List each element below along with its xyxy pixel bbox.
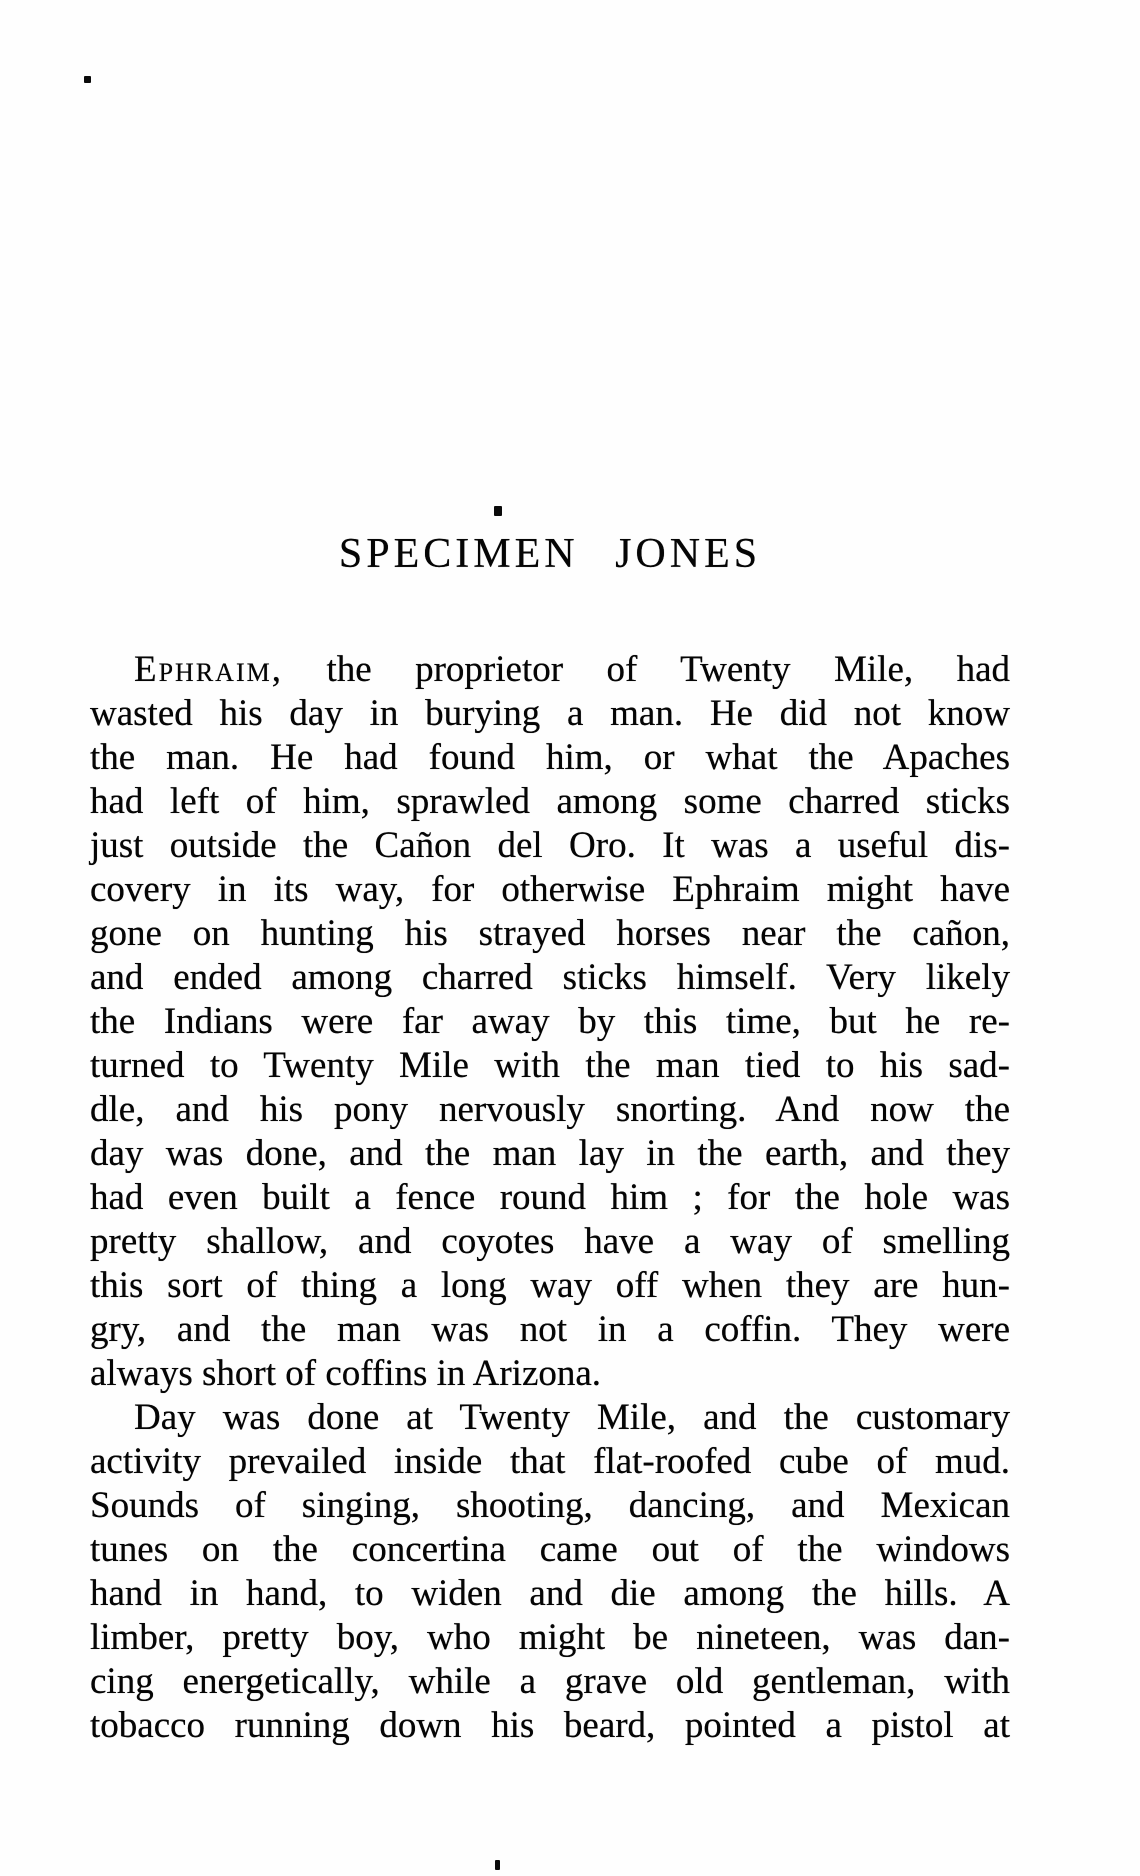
text-line: turned to Twenty Mile with the man tied to his sad- bbox=[90, 1045, 1010, 1086]
text-line: hand in hand, to widen and die among the hills. A bbox=[90, 1573, 1010, 1614]
text-line: always short of coffins in Arizona. bbox=[90, 1353, 602, 1394]
text-line: gone on hunting his strayed horses near the cañon, bbox=[90, 913, 1010, 954]
text-line: this sort of thing a long way off when they are hun- bbox=[90, 1265, 1010, 1306]
lead-small-caps-word: Ephraim, bbox=[134, 649, 283, 690]
text-line: pretty shallow, and coyotes have a way of smelling bbox=[90, 1221, 1010, 1262]
text-line: Day was done at Twenty Mile, and the customary bbox=[134, 1397, 1010, 1438]
text-line: the Indians were far away by this time, but he re- bbox=[90, 1001, 1010, 1042]
text-line: gry, and the man was not in a coffin. They were bbox=[90, 1309, 1010, 1350]
text-line: limber, pretty boy, who might be nineteen, was dan- bbox=[90, 1617, 1010, 1658]
page-title: SPECIMEN JONES bbox=[338, 531, 762, 577]
text-line: had even built a fence round him ; for the hole was bbox=[90, 1177, 1010, 1218]
text-line: wasted his day in burying a man. He did not know bbox=[90, 693, 1010, 734]
text-line: the man. He had found him, or what the Apaches bbox=[90, 737, 1010, 778]
text-line-rest: the proprietor of Twenty Mile, had bbox=[326, 649, 1010, 690]
text-line: had left of him, sprawled among some charred sticks bbox=[90, 781, 1010, 822]
text-line: tobacco running down his beard, pointed a pistol at bbox=[90, 1705, 1010, 1746]
text-line: activity prevailed inside that flat-roofed cube of mud. bbox=[90, 1441, 1010, 1482]
text-line: and ended among charred sticks himself. Very likely bbox=[90, 957, 1010, 998]
body-text bbox=[90, 648, 1010, 1748]
text-line: Sounds of singing, shooting, dancing, and Mexican bbox=[90, 1485, 1010, 1526]
text-line: day was done, and the man lay in the earth, and they bbox=[90, 1133, 1010, 1174]
text-line: dle, and his pony nervously snorting. And now the bbox=[90, 1089, 1010, 1130]
text-line: just outside the Cañon del Oro. It was a useful dis- bbox=[90, 825, 1010, 866]
text-block bbox=[90, 0, 1010, 1876]
text-line: covery in its way, for otherwise Ephraim might have bbox=[90, 869, 1010, 910]
text-line: cing energetically, while a grave old gentleman, with bbox=[90, 1661, 1010, 1702]
text-line bbox=[90, 648, 1010, 692]
text-line: tunes on the concertina came out of the windows bbox=[90, 1529, 1010, 1570]
